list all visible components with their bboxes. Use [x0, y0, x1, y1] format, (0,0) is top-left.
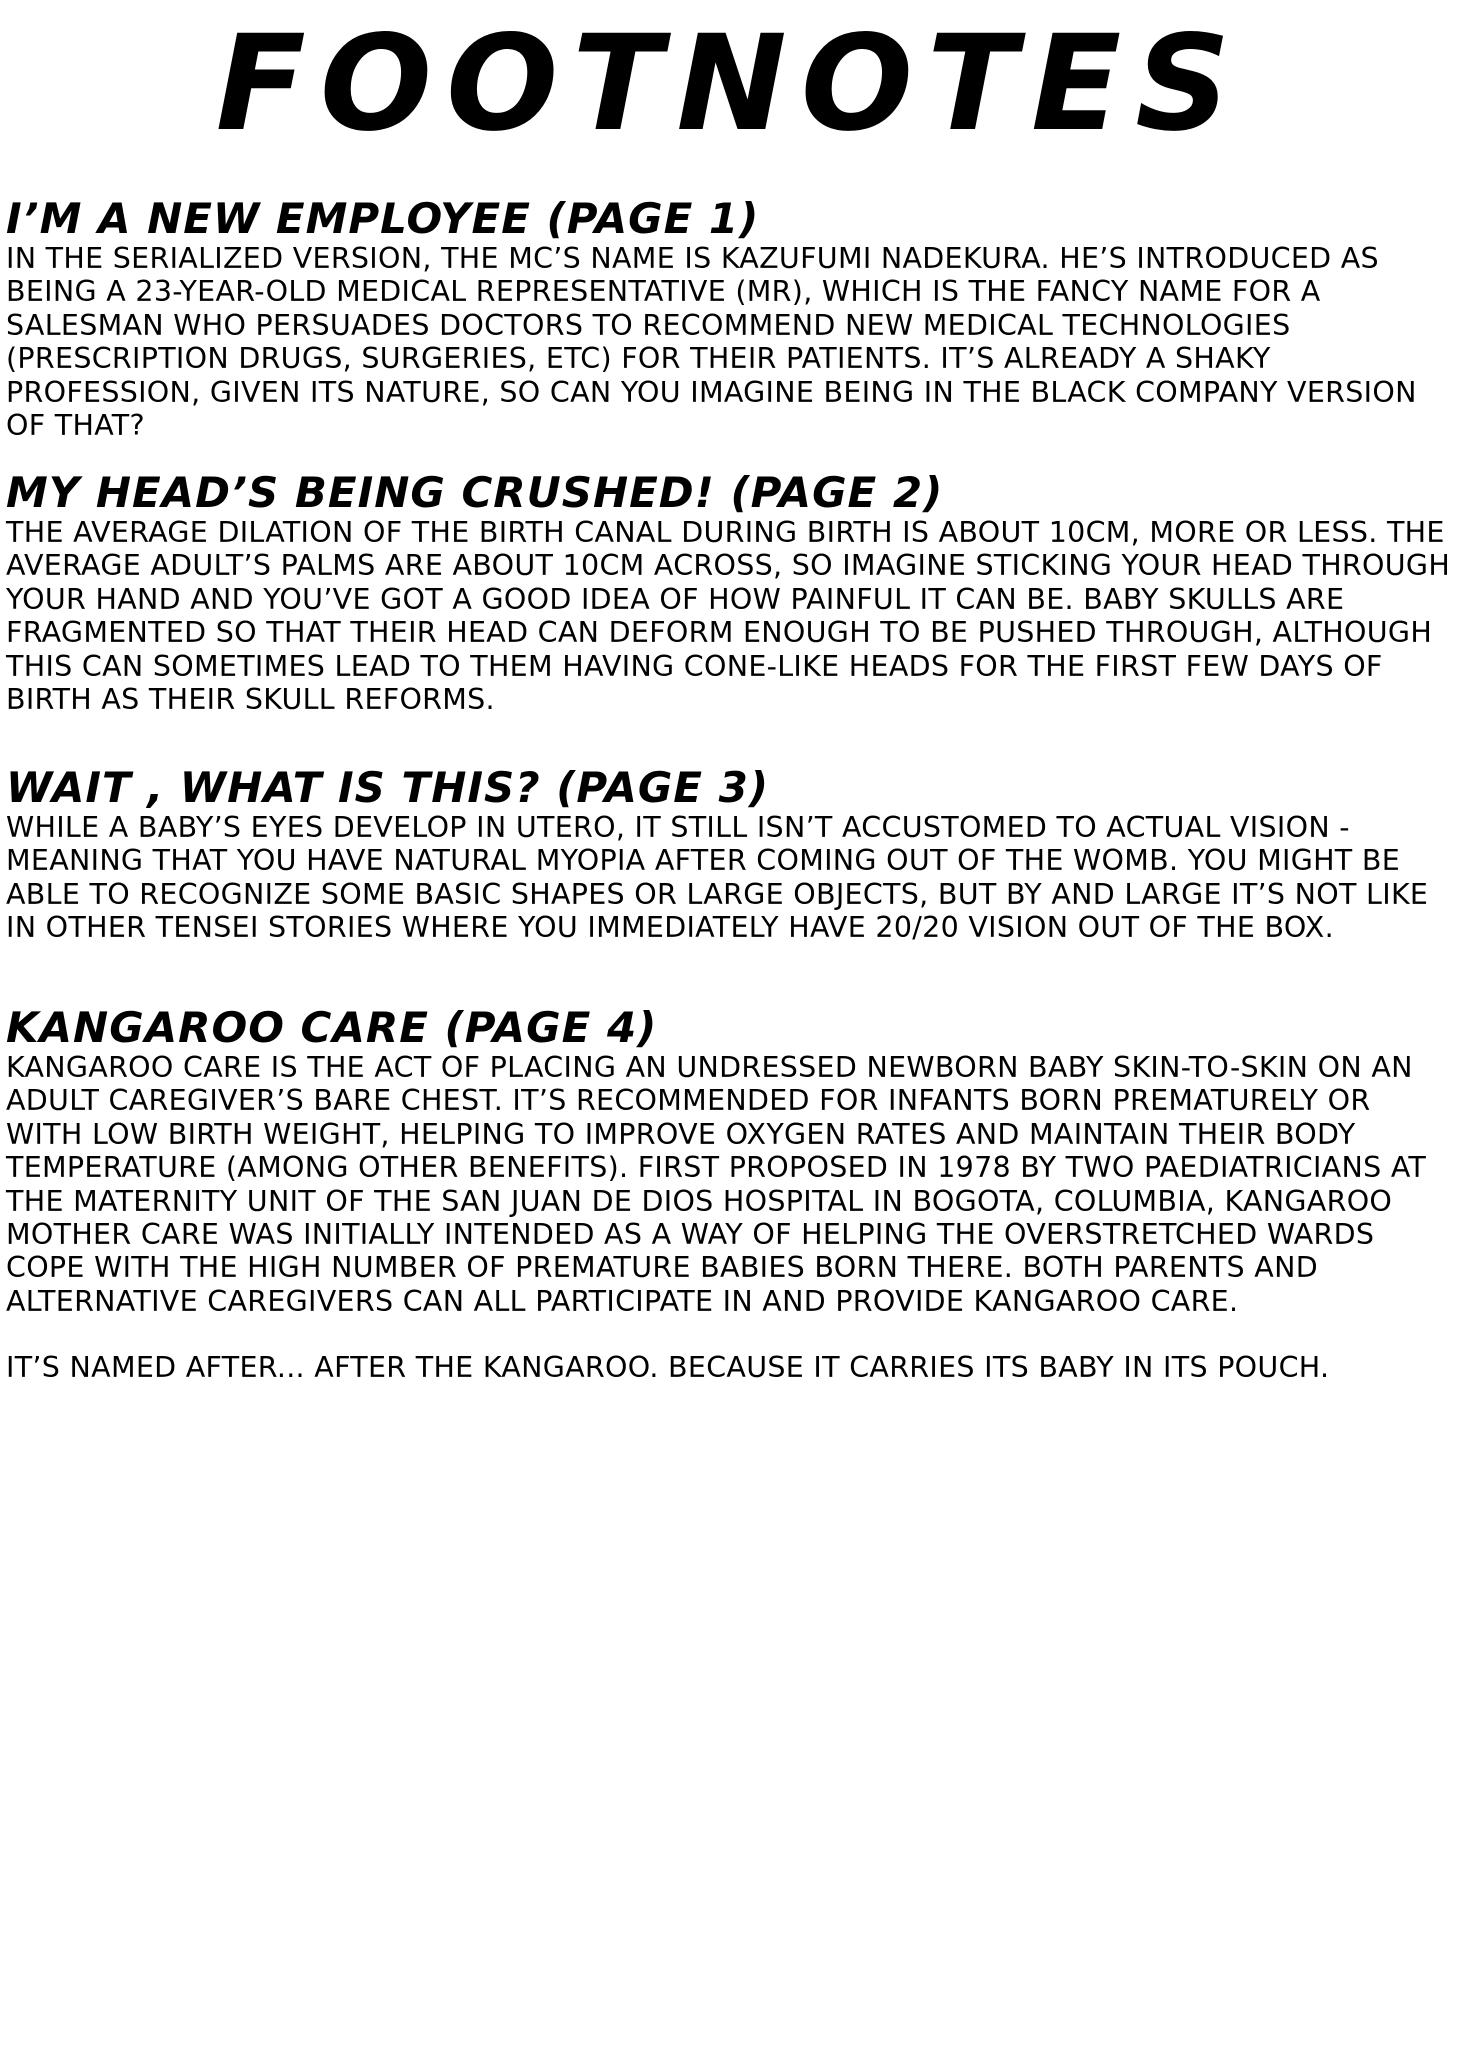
footnote-head-crushed [6, 470, 1454, 716]
footnote-heading: I’M A NEW EMPLOYEE (PAGE 1) [6, 194, 760, 243]
footnote-wait-what [6, 765, 1454, 945]
footnote-kangaroo-care [6, 1005, 1454, 1385]
footnote-text: IN THE SERIALIZED VERSION, THE MC’S NAME IS KAZUFUMI NADEKURA. HE’S INTRODUCED AS BEING A 23-YEAR-OLD MEDICAL REPRESENTATIVE (MR), WHICH IS THE FANCY NAME FOR A SALESMAN WHO PERSUADES DOCTORS TO RECOMMEND NEW MEDICAL TECHNOLOGIES (PRESCRIPTION DRUGS, SURGERIES, ETC) FOR THEIR PATIENTS. IT’S ALREADY A SHAKY PROFESSION, GIVEN ITS NATURE, SO CAN YOU IMAGINE BEING IN THE BLACK COMPANY VERSION OF THAT? [6, 242, 1417, 443]
footnote-text: THE AVERAGE DILATION OF THE BIRTH CANAL DURING BIRTH IS ABOUT 10CM, MORE OR LESS. THE AVERAGE ADULT’S PALMS ARE ABOUT 10CM ACROSS, SO IMAGINE STICKING YOUR HEAD THROUGH YOUR HAND AND YOU’VE GOT A GOOD IDEA OF HOW PAINFUL IT CAN BE. BABY SKULLS ARE FRAGMENTED SO THAT THEIR HEAD CAN DEFORM ENOUGH TO BE PUSHED THROUGH, ALTHOUGH THIS CAN SOMETIMES LEAD TO THEM HAVING CONE-LIKE HEADS FOR THE FIRST FEW DAYS OF BIRTH AS THEIR SKULL REFORMS. [6, 516, 1451, 717]
page-title: FOOTNOTES [215, 7, 1245, 161]
footnote-text-aside: IT’S NAMED AFTER... AFTER THE KANGAROO. BECAUSE IT CARRIES ITS BABY IN ITS POUCH. [6, 1351, 1330, 1385]
footnote-heading: MY HEAD’S BEING CRUSHED! (PAGE 2) [6, 468, 944, 517]
footnote-heading: WAIT , WHAT IS THIS? (PAGE 3) [6, 763, 770, 812]
footnote-heading: KANGAROO CARE (PAGE 4) [6, 1003, 658, 1052]
footnote-new-employee [6, 196, 1454, 442]
footnote-text: KANGAROO CARE IS THE ACT OF PLACING AN UNDRESSED NEWBORN BABY SKIN-TO-SKIN ON AN ADULT CAREGIVER’S BARE CHEST. IT’S RECOMMENDED FOR INFANTS BORN PREMATURELY OR WITH LOW BIRTH WEIGHT, HELPING TO IMPROVE OXYGEN RATES AND MAINTAIN THEIR BODY TEMPERATURE (AMONG OTHER BENEFITS). FIRST PROPOSED IN 1978 BY TWO PAEDIATRICIANS AT THE MATERNITY UNIT OF THE SAN JUAN DE DIOS HOSPITAL IN BOGOTA, COLUMBIA, KANGAROO MOTHER CARE WAS INITIALLY INTENDED AS A WAY OF HELPING THE OVERSTRETCHED WARDS COPE WITH THE HIGH NUMBER OF PREMATURE BABIES BORN THERE. BOTH PARENTS AND ALTERNATIVE CAREGIVERS CAN ALL PARTICIPATE IN AND PROVIDE KANGAROO CARE. [6, 1051, 1427, 1318]
footnote-text: WHILE A BABY’S EYES DEVELOP IN UTERO, IT STILL ISN’T ACCUSTOMED TO ACTUAL VISION - MEANING THAT YOU HAVE NATURAL MYOPIA AFTER COMING OUT OF THE WOMB. YOU MIGHT BE ABLE TO RECOGNIZE SOME BASIC SHAPES OR LARGE OBJECTS, BUT BY AND LARGE IT’S NOT LIKE IN OTHER TENSEI STORIES WHERE YOU IMMEDIATELY HAVE 20/20 VISION OUT OF THE BOX. [6, 811, 1429, 945]
